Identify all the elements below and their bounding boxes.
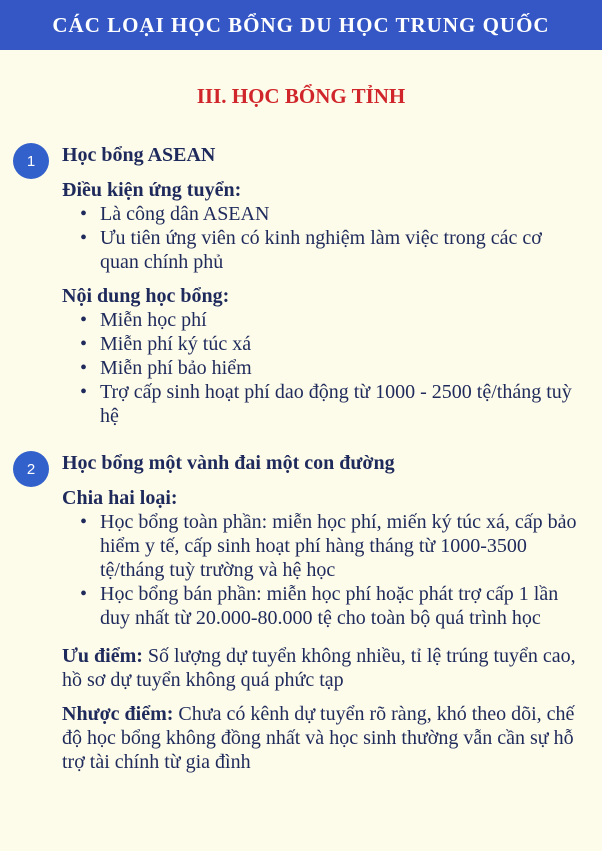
number-badge: 1 xyxy=(13,143,49,179)
list-item: • Trợ cấp sinh hoạt phí dao động từ 1000 - 2500 tệ/tháng tuỳ hệ xyxy=(100,380,584,428)
page-header xyxy=(0,0,602,50)
list-item: • Miễn phí ký túc xá xyxy=(100,332,584,356)
cons-text: Chưa có kênh dự tuyển rõ ràng, khó theo dõi, chế độ học bổng không đồng nhất và học sinh thường vẫn cần sự hỗ trợ tài chính từ gia đình xyxy=(62,703,575,773)
list-item: • Ưu tiên ứng viên có kinh nghiệm làm việc trong các cơ quan chính phủ xyxy=(100,226,584,274)
list-item: • Học bổng bán phần: miễn học phí hoặc phát trợ cấp 1 lần duy nhất từ 20.000-80.000 tệ cho toàn bộ quá trình học xyxy=(100,582,584,630)
number-badge: 2 xyxy=(13,451,49,487)
scholarship-title: Học bổng ASEAN xyxy=(62,144,216,166)
pros-label: Ưu điểm: xyxy=(62,645,143,667)
list-item: • Miễn học phí xyxy=(100,308,584,332)
types-heading: Chia hai loại: xyxy=(62,487,178,509)
scholarship-title: Học bổng một vành đai một con đường xyxy=(62,452,395,474)
content-list xyxy=(62,308,584,428)
conditions-list xyxy=(62,202,584,274)
header-title: CÁC LOẠI HỌC BỔNG DU HỌC TRUNG QUỐC xyxy=(52,12,550,37)
scholarship-belt-road xyxy=(0,450,602,774)
cons-paragraph xyxy=(62,702,584,774)
pros-paragraph xyxy=(62,644,584,692)
cons-label: Nhược điểm: xyxy=(62,703,174,725)
conditions-heading: Điều kiện ứng tuyển: xyxy=(62,179,242,201)
list-item: • Miễn phí bảo hiểm xyxy=(100,356,584,380)
scholarship-asean xyxy=(0,142,602,428)
list-item: • Là công dân ASEAN xyxy=(100,202,584,226)
list-item: • Học bổng toàn phần: miễn học phí, miến ký túc xá, cấp bảo hiểm y tế, cấp sinh hoạt phí hàng tháng từ 1000-3500 tệ/tháng tuỳ trường và hệ học xyxy=(100,510,584,582)
pros-text: Số lượng dự tuyển không nhiều, tỉ lệ trúng tuyển cao, hồ sơ dự tuyển không quá phức tạp xyxy=(62,645,576,691)
types-list xyxy=(62,510,584,630)
section-title: III. HỌC BỔNG TỈNH xyxy=(196,84,406,108)
content-heading: Nội dung học bổng: xyxy=(62,285,230,307)
